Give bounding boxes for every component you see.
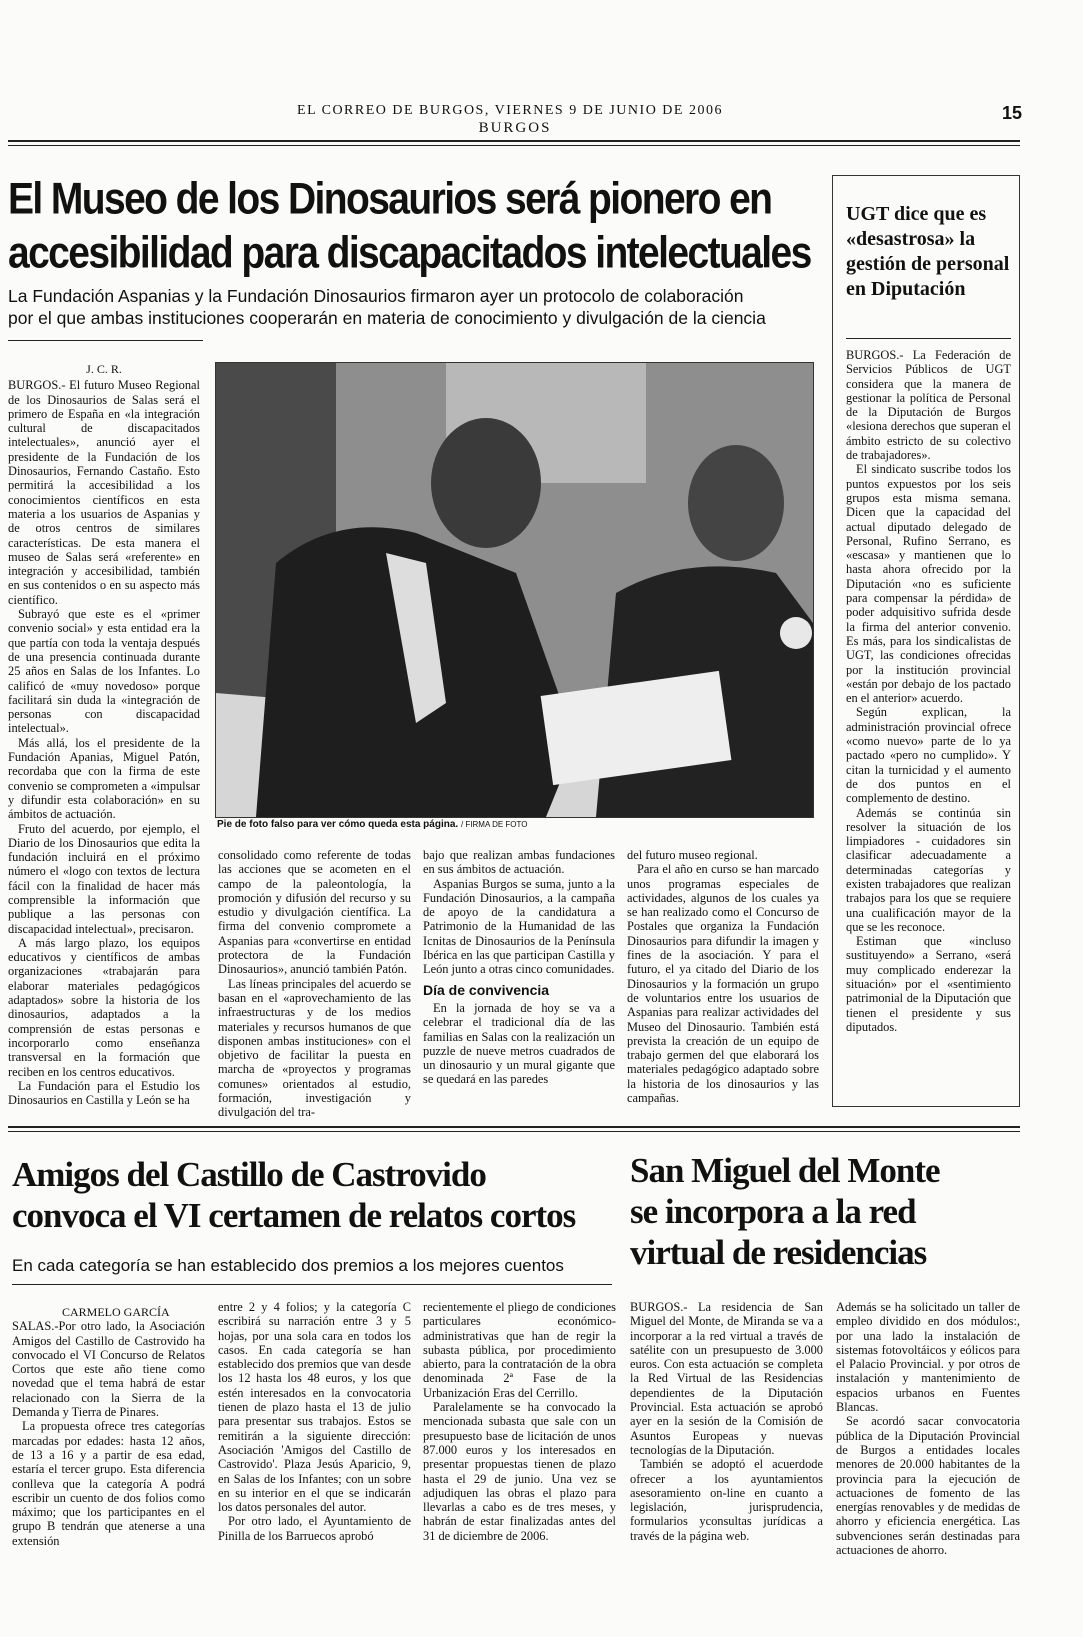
side-headline: UGT dice que es «desastrosa» la gestión de personal en Diputación xyxy=(846,203,1010,300)
paragraph: Según explican, la administración provincial ofrece «como nuevo» parte de lo ya pactado «pero no cumplido». Y citan la turnicidad y el aumento de dos puntos en el complemento de destino. xyxy=(846,705,1011,806)
paragraph: La Fundación para el Estudio los Dinosaurios en Castilla y León se ha xyxy=(8,1078,200,1108)
castrovido-col-3 xyxy=(423,1300,616,1630)
castrovido-col-2 xyxy=(218,1300,411,1630)
sanmiguel-headline xyxy=(630,1150,1020,1273)
paragraph: BURGOS.- La Federación de Servicios Públicos de UGT considera que la manera de gestionar la política de Personal de la Diputación de Burgos «lesiona derechos que superan el ámbito estricto de su colectivo de trabajadores». xyxy=(846,348,1011,463)
sanmiguel-col-2 xyxy=(836,1300,1020,1630)
paragraph: entre 2 y 4 folios; y la categoría C escribirá su narración entre 3 y 5 hojas, por una sola cara en todos los casos. En cada categoría se han establecido dos premios que van desde los 12 hasta los 48 euros, y los que estén interesados en la convocatoria tienen de plazo hasta el 13 de julio para presentar sus trabajos. Estos se remitirán a la siguiente dirección: Asociación 'Amigos del Castillo de Castrovido'. Plaza Jesús Aparicio, 9, en Salas de los Infantes; con un sobre en su interior en el que se indicarán los datos personales del autor. xyxy=(218,1300,411,1515)
paragraph: SALAS.-Por otro lado, la Asociación Amigos del Castillo de Castrovido ha convocado el VI Concurso de Relatos Cortos que este año tiene como novedad que el tema habrá de estar relacionado con la Sierra de la Demanda y Tierra de Pinares. xyxy=(12,1319,205,1420)
paragraph: A más largo plazo, los equipos educativos y científicos de ambas organizaciones «trabajarán para elaborar materiales pedagógicos adaptados» sobre la historia de los dinosaurios, adaptados a la comprensión de estas personas e incorporarlo como enseñanza transversal en la formación que reciben en los centros educativos. xyxy=(8,935,200,1079)
paragraph: Paralelamente se ha convocado la mencionada subasta que sale con un presupuesto base de licitación de unos 87.000 euros y los interesados en presentar propuestas tienen de plazo hasta el 29 de junio. Una vez se adjudiquen las obras el plazo para llevarlas a cabo es de tres meses, y habrán de estar finalizadas antes del 31 de diciembre de 2006. xyxy=(423,1400,616,1543)
castrovido-headline xyxy=(12,1154,622,1236)
photo-illustration xyxy=(216,363,813,817)
paragraph: Las líneas principales del acuerdo se basan en el «aprovechamiento de las infraestructuras y de los medios materiales y recursos humanos de que disponen ambas instituciones» con el objetivo de facilitar la puesta en marcha de «proyectos y programas comunes» orientados al estudio, formación, investigación y divulgación del tra- xyxy=(218,976,411,1120)
main-col-4 xyxy=(627,848,819,1120)
main-headline xyxy=(8,172,828,280)
side-rule xyxy=(846,338,1011,339)
main-headline-line-1: El Museo de los Dinosaurios será pionero en xyxy=(8,174,772,224)
castrovido-deck-rule xyxy=(12,1284,612,1285)
main-deck-line-2: por el que ambas instituciones cooperarán en materia de conocimiento y divulgación de la ciencia xyxy=(8,308,766,328)
paragraph: bajo que realizan ambas fundaciones en sus ámbitos de actuación. xyxy=(423,848,615,877)
main-col-2 xyxy=(218,848,411,1120)
castrovido-deck: En cada categoría se han establecido dos premios a los mejores cuentos xyxy=(12,1256,564,1275)
paragraph: Subrayó que este es el «primer convenio social» y esta entidad era la que partía con toda la ventaja después de una presencia continuada durante 25 años en Salas de los Infantes. Lo calificó de «muy novedoso» porque facilitará sin duda la «integración de personas con discapacidad intelectual». xyxy=(8,607,200,736)
caption-text: Pie de foto falso para ver cómo queda esta página. xyxy=(217,819,459,830)
side-body xyxy=(846,348,1011,1100)
paragraph: Más allá, los el presidente de la Fundación Apanias, Miguel Patón, recordaba que con la firma de este convenio se comprometen a «impulsar y difundir esta colaboración» en su ámbitos de actuación. xyxy=(8,735,200,822)
main-col-1 xyxy=(8,362,200,1122)
sanmiguel-headline-line-2: se incorpora a la red xyxy=(630,1192,916,1231)
photo-caption xyxy=(217,819,814,830)
page-number: 15 xyxy=(1002,103,1023,123)
header-rule xyxy=(8,140,1020,142)
paragraph: recientemente el pliego de condiciones particulares económico-administrativas que han de regir la subasta pública, por procedimiento abierto, para la contratación de la obra denominada 2ª Fase de la Urbanización Eras del Cerrillo. xyxy=(423,1300,616,1400)
main-photo xyxy=(215,362,814,818)
main-headline-line-2: accesibilidad para discapacitados intelectuales xyxy=(8,228,811,278)
paragraph: Se acordó sacar convocatoria pública de la Diputación Provincial de Burgos a entidades locales menores de 20.000 habitantes de la provincia para la ejecución de actuaciones de fomento de las energías renovables y de medidas de ahorro y eficiencia energética. Las subvenciones serán destinadas para actuaciones de ahorro. xyxy=(836,1414,1020,1558)
photo-credit: / FIRMA DE FOTO xyxy=(460,820,528,829)
paragraph: Por otro lado, el Ayuntamiento de Pinilla de los Barruecos aprobó xyxy=(218,1514,411,1543)
paragraph: Aspanias Burgos se suma, junto a la Fundación Dinosaurios, a la campaña de apoyo de la candidatura a Patrimonio de la Humanidad de las Icnitas de Dinosaurios de la Península Ibérica en las que participan Castilla y León junto a otras cinco comunidades. xyxy=(423,876,615,977)
main-col-3 xyxy=(423,848,615,1120)
paragraph: El sindicato suscribe todos los puntos expuestos por los seis grupos esta misma semana. Dicen que la capacidad del actual diputado delegado de Personal, Rufino Serrano, es «escasa» y mantienen que lo hasta ahora ofrecido por la Diputación «no es suficiente para compensar la pérdida» de poder adquisitivo sufrida desde la firma del anterior convenio. Es más, para los sindicalistas de UGT, las condiciones ofrecidas por la institución provincial «están por debajo de los pactado en el anterior» acuerdo. xyxy=(846,462,1011,706)
sanmiguel-col-1 xyxy=(630,1300,823,1630)
castrovido-headline-line-2: convoca el VI certamen de relatos cortos xyxy=(12,1196,576,1235)
main-byline: J. C. R. xyxy=(86,362,122,376)
section-name: BURGOS xyxy=(478,120,552,136)
section-separator xyxy=(8,1126,1020,1128)
castrovido-byline: CARMELO GARCÍA xyxy=(62,1305,170,1319)
byline-rule xyxy=(8,340,203,341)
paragraph: También se adoptó el acuerdode ofrecer a los ayuntamientos asesoramiento on-line en cuanto a legislación, jurisprudencia, formularios yconsultas jurídicas a través de la página web. xyxy=(630,1457,823,1543)
header-rule-thin xyxy=(8,145,1020,146)
sanmiguel-headline-line-1: San Miguel del Monte xyxy=(630,1151,940,1190)
paragraph: BURGOS.- El futuro Museo Regional de los Dinosaurios de Salas será el primero de España en «la integración cultural de discapacitados intelectuales», anunció ayer el presidente de la Fundación de los Dinosaurios, Fernando Castaño. Esto permitirá la accesibilidad a los conocimientos científicos en esta materia a los usuarios de Aspanias y de otros centros de similares características. De esta manera el museo de Salas será «referente» en integración y accesibilidad, también en sus contenidos o en su aspecto más científico. xyxy=(8,378,200,607)
paragraph: BURGOS.- La residencia de San Miguel del Monte, de Miranda se va a incorporar a la red virtual a través de satélite con un presupuesto de 3.000 euros. Con esta actuación se completa la Red Virtual de las Residencias dependientes de la Diputación Provincial. Esta actuación se aprobó ayer en la sesión de la Comisión de Asuntos Europeas y nuevas tecnologías de la Diputación. xyxy=(630,1300,823,1457)
subhead: Día de convivencia xyxy=(423,981,550,998)
paragraph: Además se continúa sin resolver la situación de los limpiadores - cuidadores sin clasificar adecuadamente a determinadas categorías y existen trabajadores que realizan trabajos para los que se requiere una cualificación mayor de la que se les reconoce. xyxy=(846,805,1011,934)
paragraph: Estiman que «incluso sustituyendo» a Serrano, «será muy complicado enderezar la situación» por el «sentimiento patrimonial de la Diputación que tienen el presidente y sus diputados. xyxy=(846,934,1011,1034)
castrovido-headline-line-1: Amigos del Castillo de Castrovido xyxy=(12,1155,486,1194)
paragraph: Para el año en curso se han marcado unos programas especiales de actividades, algunos de los cuales ya se han realizado como el Concurso de Postales que organiza la Fundación Dinosaurios para difundir la imagen y fines de la asociación. Y para el futuro, el ya citado del Diario de los Dinosaurios y la formación un grupo de voluntarios entre los usuarios de Aspanias para realizar actividades del Museo del Dinosaurio. También está prevista la creación de un equipo de trabajo germen del que elaborará los materiales pedagógico adaptado sobre la historia de los dinosaurios y las campañas. xyxy=(627,862,819,1106)
paragraph: Fruto del acuerdo, por ejemplo, el Diario de los Dinosaurios que edita la fundación incluirá en el próximo número el «logo con textos de lectura fácil con la finalidad de hacer más comprensible la información que publique a las personas con discapacidad intelectual», precisaron. xyxy=(8,821,200,936)
masthead: EL CORREO DE BURGOS, VIERNES 9 DE JUNIO DE 2006 xyxy=(297,103,723,118)
sanmiguel-headline-line-3: virtual de residencias xyxy=(630,1233,927,1272)
paragraph: Además se ha solicitado un taller de empleo dividido en dos módulos:, por una lado la instalación de sistemas fotovoltáicos y eólicos para el Palacio Provincial. y por otros de instalación y mantenimiento de espacios urbanos en Fuentes Blancas. xyxy=(836,1300,1020,1415)
paragraph: consolidado como referente de todas las acciones que se acometen en el campo de la paleontología, la promoción y difusión del recurso y su estudio y divulgación científica. La firma del convenio compromete a Aspanias para «convertirse en entidad protectora de la Fundación Dinosaurios», anunció también Patón. xyxy=(218,848,411,977)
main-deck xyxy=(8,285,828,329)
main-deck-line-1: La Fundación Aspanias y la Fundación Dinosaurios firmaron ayer un protocolo de colaboración xyxy=(8,286,744,306)
paragraph: En la jornada de hoy se va a celebrar el tradicional día de las familias en Salas con la realización un puzzle de nueve metros cuadrados de un dinosaurio y un mural gigante que se quedará en las paredes xyxy=(423,1000,615,1087)
castrovido-col-1 xyxy=(12,1305,205,1630)
section-separator-thin xyxy=(8,1131,1020,1132)
paragraph: La propuesta ofrece tres categorías marcadas por edades: hasta 12 años, de 13 a 16 y a partir de esa edad, estaría el tercer grupo. Esta diferencia conlleva que la categoría A podrá escribir un cuento de dos folios como máximo; que los participantes en el grupo B tendrán que atenerse a una extensión xyxy=(12,1419,205,1548)
paragraph: del futuro museo regional. xyxy=(627,848,758,862)
